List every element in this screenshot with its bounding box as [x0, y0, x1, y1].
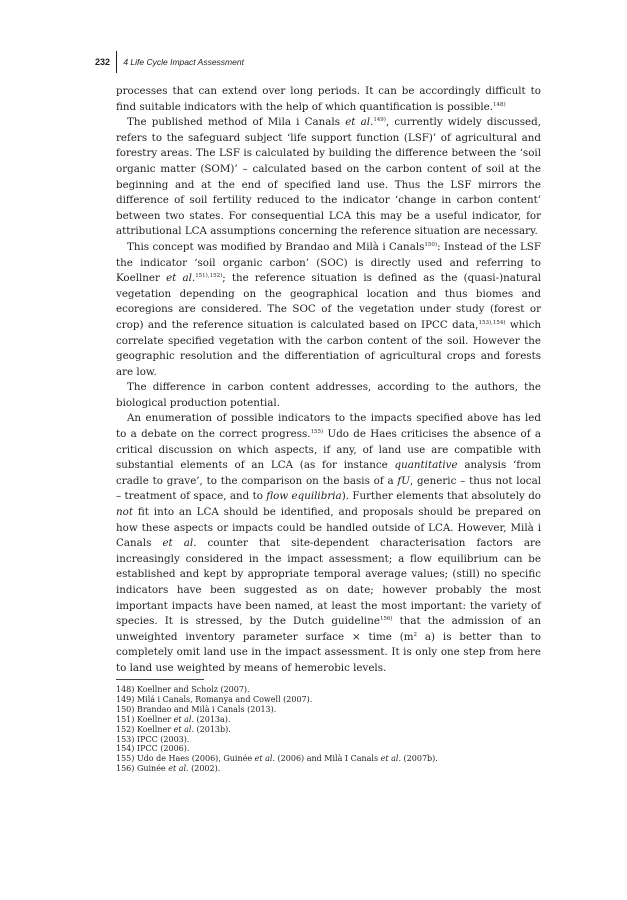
footnote-150: 150) Brandao and Milà i Canals (2013).	[116, 704, 277, 714]
footnote-list	[116, 685, 541, 774]
footnote-ref: 148)	[492, 101, 506, 108]
footnote-ref: 156)	[379, 616, 393, 623]
footnote-divider	[116, 679, 204, 680]
page-number: 232	[95, 57, 111, 67]
paragraph-1: processes that can extend over long periods. It can be accordingly difficult to find suitable indicators with the help of which quantification is possible.$^{148)}$	[116, 85, 541, 113]
footnote-ref: 149)	[373, 117, 386, 124]
superscript: 2	[413, 631, 417, 638]
footnote-ref: 155)	[310, 429, 324, 436]
footnote-151: 151) Koellner et al. (2013a).	[116, 714, 231, 724]
paragraph-2: The published method of Mila i Canals et al.$^{149)}$, currently widely discussed, refers to the safeguard subject ‘life support function (LSF)’ of agricultural and forestry areas. The LSF is calculated by building the difference between the ‘soil organic matter (SOM)’ – calculated based on the carbon content of soil at the beginning and at the end of specified land use. Thus the LSF mirrors the difference of soil fertility reduced to the indicator ‘change in carbon content’ between two states. For consequential LCA this may be a useful indicator, for attributional LCA assumptions concerning the reference situation are necessary.	[116, 116, 541, 238]
paragraph-4: The difference in carbon content addresses, according to the authors, the biological production potential.	[116, 381, 541, 409]
chapter-title: 4 Life Cycle Impact Assessment	[123, 57, 244, 67]
footnote-148: 148) Koellner and Scholz (2007).	[116, 685, 250, 694]
footnote-ref: 150)	[424, 241, 438, 248]
footnote-155: 155) Udo de Haes (2006), Guinée et al. (2006) and Milà I Canals et al. (2007b).	[116, 754, 438, 764]
footnote-152: 152) Koellner et al. (2013b).	[116, 724, 231, 734]
footnote-153: 153) IPCC (2003).	[116, 734, 190, 744]
footnote-156: 156) Guinée et al. (2002).	[116, 764, 221, 774]
footnote-ref: 151),152)	[195, 273, 223, 280]
paragraph-5: An enumeration of possible indicators to the impacts specified above has led to a debate on the correct progress.$^{155)}$ Udo de Haes criticises the absence of a critical discussion on which aspects, if any, of land use are compatible with substantial elements of an LCA (as for instance quantitative analysis ‘from cradle to grave’, to the comparison on the basis of a fU, generic – thus not local – treatment of space, and to flow equilibria). Further elements that absolutely do not fit into an LCA should be identified, and proposals should be prepared on how these aspects or impacts could be handled outside of LCA. However, Milà i Canals et al. counter that site-dependent characterisation factors are increasingly considered in the impact assessment; a flow equilibrium can be established and kept by appropriate temporal average values; (still) no specific indicators have been suggested as on date; however probably the most important impacts have been named, at least the most important: the variety of species. It is stressed, by the Dutch guideline$^{156)}$ that the admission of an unweighted inventory parameter surface × time ($m^2$ a) is better than to completely omit land use in the impact assessment. It is only one step from here to land use weighted by means of hemerobic levels.	[116, 412, 542, 674]
footnote-149: 149) Milá i Canals, Romanya and Cowell (2007).	[116, 694, 313, 704]
running-head-divider	[116, 51, 117, 73]
footnote-ref: 153),154)	[478, 319, 506, 326]
footnote-154: 154) IPCC (2006).	[116, 744, 190, 754]
body-text	[116, 84, 541, 677]
paragraph-3: This concept was modified by Brandao and Milà i Canals$^{150)}$: Instead of the LSF the indicator ‘soil organic carbon’ (SOC) is directly used and referring to Koellner et al.$^{151),152)}$; the reference situation is defined as the (quasi-)natural vegetation depending on the geographical location and thus biomes and ecoregions are considered. The SOC of the vegetation under study (forest or crop) and the reference situation is calculated based on IPCC data,$^{153),154)}$ which correlate specified vegetation with the carbon content of the soil. However the geographic resolution and the differentiation of agricultural crops and forests are low.	[116, 240, 541, 378]
running-head	[95, 53, 244, 71]
